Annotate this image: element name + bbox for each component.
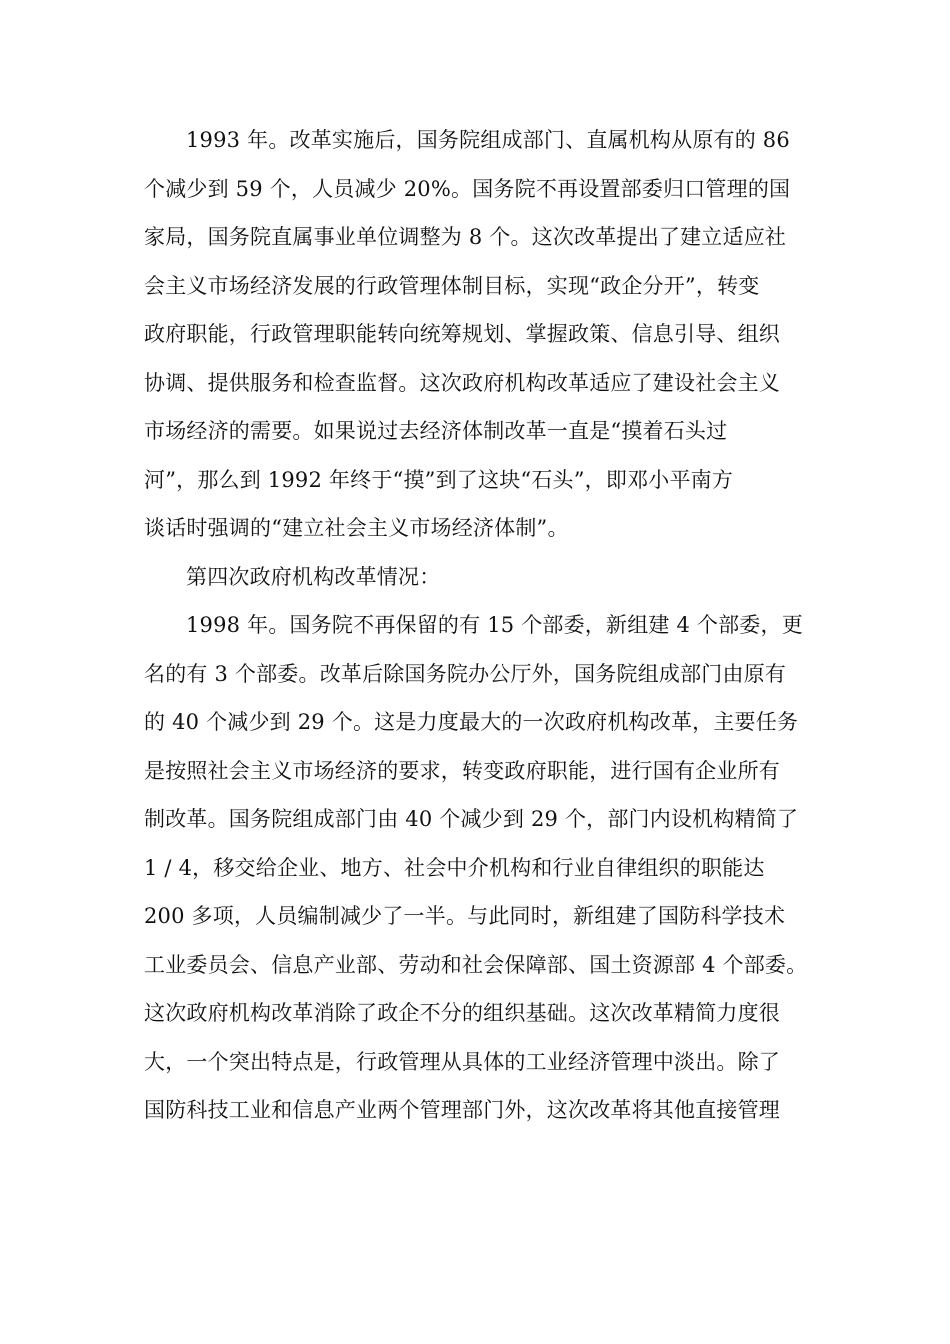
text-line-1: 1993 年。改革实施后，国务院组成部门、直属机构从原有的 86 [186, 128, 790, 152]
text-line-14: 是按照社会主义市场经济的要求，转变政府职能，进行国有企业所有 [144, 758, 780, 783]
document-body [144, 116, 812, 1135]
text-line-19: 这次政府机构改革消除了政企不分的组织基础。这次改革精简力度很 [144, 1001, 780, 1025]
text-line-16: 1 / 4，移交给企业、地方、社会中介机构和行业自律组织的职能达 [144, 855, 765, 880]
text-line-13: 的 40 个减少到 29 个。这是力度最大的一次政府机构改革，主要任务 [144, 710, 799, 734]
text-line-2: 个减少到 59 个，人员减少 20%。国务院不再设置部委归口管理的国 [144, 176, 791, 201]
text-line-4: 会主义市场经济发展的行政管理体制目标，实现“政企分开”，转变 [144, 273, 760, 298]
text-line-5: 政府职能，行政管理职能转向统筹规划、掌握政策、信息引导、组织 [144, 322, 780, 346]
text-line-20: 大，一个突出特点是，行政管理从具体的工业经济管理中淡出。除了 [144, 1049, 780, 1074]
text-line-18: 工业委员会、信息产业部、劳动和社会保障部、国土资源部 4 个部委。 [144, 952, 808, 977]
text-line-12: 名的有 3 个部委。改革后除国务院办公厅外，国务院组成部门由原有 [144, 661, 787, 686]
text-line-3: 家局，国务院直属事业单位调整为 8 个。这次改革提出了建立适应社 [144, 225, 787, 249]
text-line-17: 200 多项，人员编制减少了一半。与此同时，新组建了国防科学技术 [144, 904, 786, 928]
text-line-7: 市场经济的需要。如果说过去经济体制改革一直是“摸着石头过 [144, 419, 728, 443]
text-line-15: 制改革。国务院组成部门由 40 个减少到 29 个，部门内设机构精简了 [144, 807, 799, 831]
text-line-6: 协调、提供服务和检查监督。这次政府机构改革适应了建设社会主义 [144, 370, 780, 395]
text-line-9: 谈话时强调的“建立社会主义市场经济体制”。 [144, 516, 569, 540]
section-heading: 第四次政府机构改革情况： [186, 564, 441, 589]
text-line-8: 河”，那么到 1992 年终于“摸”到了这块“石头”，即邓小平南方 [144, 467, 734, 492]
text-line-21: 国防科技工业和信息产业两个管理部门外，这次改革将其他直接管理 [144, 1098, 780, 1122]
text-line-11: 1998 年。国务院不再保留的有 15 个部委，新组建 4 个部委，更 [186, 613, 803, 637]
